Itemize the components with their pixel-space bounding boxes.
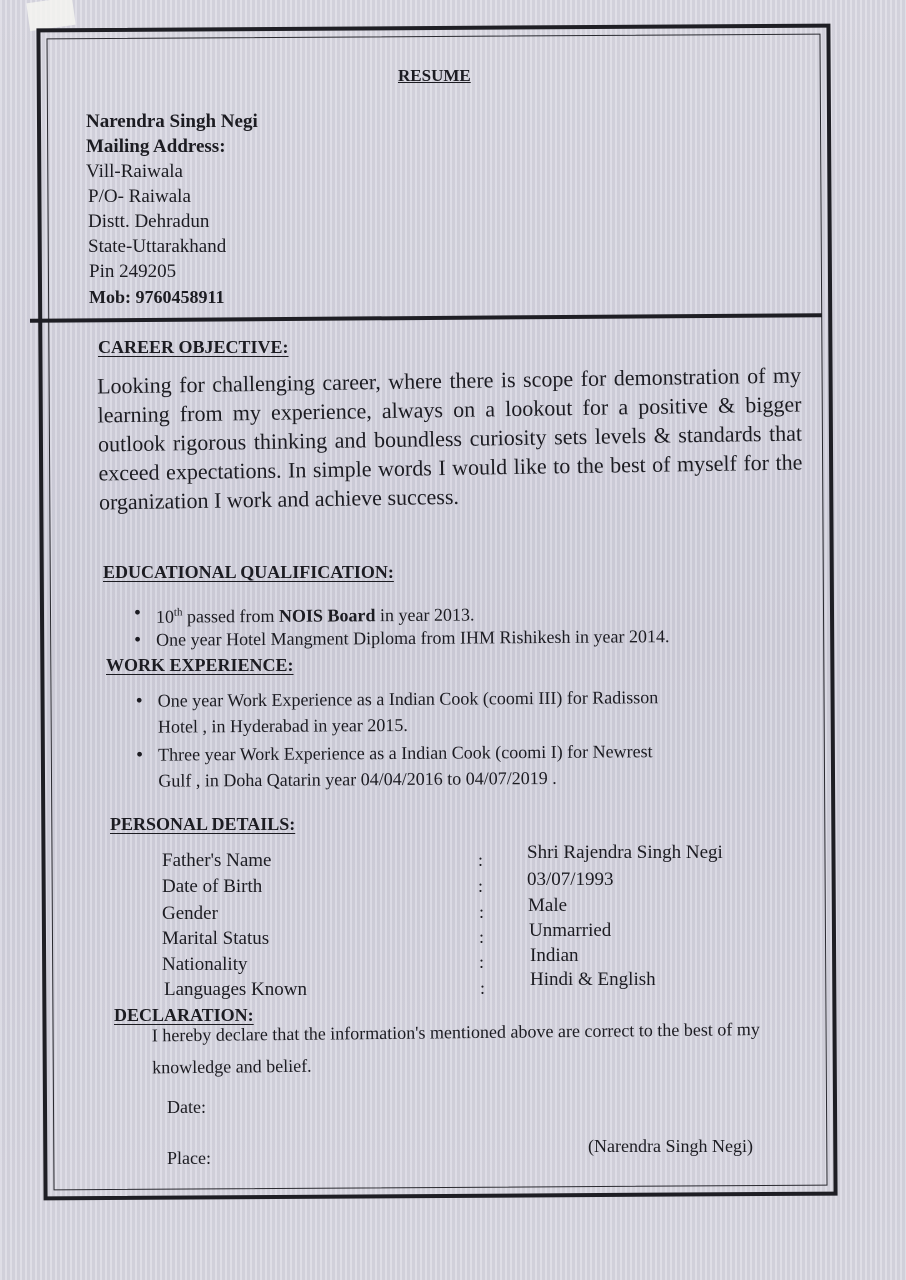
personal-value: 03/07/1993 <box>527 869 614 890</box>
career-objective-heading: CAREER OBJECTIVE: <box>98 337 289 357</box>
personal-label: Nationality <box>162 954 248 975</box>
separator-colon: : <box>479 952 485 972</box>
work-item: • One year Work Experience as a Indian Cook (coomi III) for Radisson Hotel , in Hyderabad in year 2015. <box>135 687 659 737</box>
address-line: Vill-Raiwala <box>86 161 183 182</box>
separator-colon: : <box>478 850 484 870</box>
work-item: • Three year Work Experience as a Indian Cook (coomi I) for Newrest Gulf , in Doha Qatarin year 04/04/2016 to 04/07/2019 . <box>136 741 653 791</box>
declaration-text: I hereby declare that the information's mentioned above are correct to the best of my knowledge and belief. <box>151 1019 760 1078</box>
bullet-icon: • <box>133 601 142 624</box>
education-item: • 10th passed from NOIS Board in year 2013. <box>133 601 475 627</box>
education-item: • One year Hotel Mangment Diploma from IHM Rishikesh in year 2014. <box>134 626 670 651</box>
separator-colon: : <box>480 978 486 998</box>
mailing-address-label: Mailing Address: <box>86 136 226 157</box>
tape-scrap <box>26 0 75 31</box>
personal-label: Marital Status <box>162 928 270 949</box>
work-experience-list <box>134 684 659 794</box>
work-experience-heading: WORK EXPERIENCE: <box>106 655 294 675</box>
personal-value: Indian <box>530 945 579 966</box>
declaration-heading: DECLARATION: <box>114 1005 254 1025</box>
mobile-number: Mob: 9760458911 <box>89 287 225 307</box>
personal-value: Unmarried <box>529 920 612 941</box>
bullet-icon: • <box>135 689 143 712</box>
personal-details-heading: PERSONAL DETAILS: <box>110 814 296 834</box>
address-line: Pin 249205 <box>89 261 177 282</box>
resume-title: RESUME <box>398 66 471 85</box>
personal-label: Date of Birth <box>162 876 263 897</box>
signature-name: (Narendra Singh Negi) <box>588 1136 753 1156</box>
address-line: P/O- Raiwala <box>88 186 191 207</box>
personal-value: Hindi & English <box>530 969 656 990</box>
education-list <box>132 598 670 651</box>
personal-value: Male <box>528 895 568 916</box>
bullet-icon: • <box>134 628 142 651</box>
personal-value: Shri Rajendra Singh Negi <box>527 842 723 863</box>
separator-colon: : <box>479 927 485 947</box>
separator-colon: : <box>479 902 485 922</box>
applicant-name: Narendra Singh Negi <box>86 111 258 132</box>
personal-label: Gender <box>162 903 218 924</box>
place-label: Place: <box>167 1148 211 1168</box>
date-label: Date: <box>167 1097 206 1117</box>
career-objective-text: Looking for challenging career, where there is scope for demonstration of my learning from my experience, always on a lookout for a positive & bigger outlook rigorous thinking and boundless curiosity sets levels & standards that exceed expectations. In simple words I would like to the best of myself for the organization I work and achieve success. <box>96 362 803 515</box>
bullet-icon: • <box>136 743 144 766</box>
address-line: Distt. Dehradun <box>88 211 210 232</box>
separator-colon: : <box>478 876 484 896</box>
education-heading: EDUCATIONAL QUALIFICATION: <box>103 562 394 582</box>
address-line: State-Uttarakhand <box>88 236 227 257</box>
personal-label: Father's Name <box>162 850 272 871</box>
personal-label: Languages Known <box>164 979 307 1000</box>
